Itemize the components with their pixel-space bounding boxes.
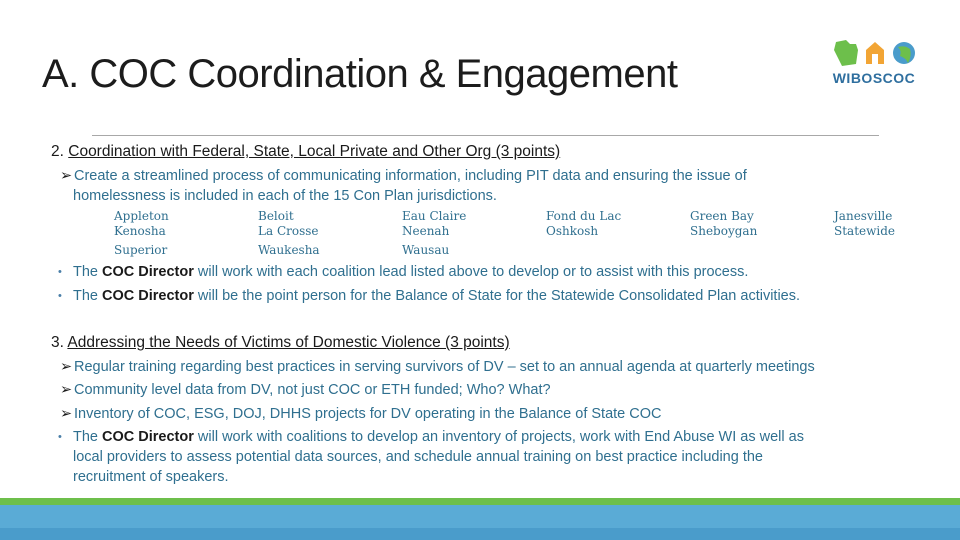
jurisdiction: Green Bay [690,209,754,223]
footer-dark-bar [0,528,960,540]
jurisdiction: Fond du Lac [546,209,622,223]
jurisdiction: Wausau [402,243,450,257]
bullet-prefix: The [73,288,103,304]
section-3-number: 3. [51,334,64,351]
slide-title: A. COC Coordination & Engagement [42,52,678,96]
section-3-arrow-item [60,357,930,377]
bullet-dot-icon: • [58,431,62,443]
bullet-emphasis: COC Director [102,288,194,304]
bullet-emphasis: COC Director [102,429,194,445]
bullet-dot-icon: • [58,266,62,278]
jurisdiction-column [114,209,169,258]
section-3-bullet [58,427,918,487]
wiboscoc-logo [828,38,920,94]
bullet-prefix: The [73,429,103,445]
bullet-text: will be the point person for the Balance of State for the Statewide Consolidated Plan activities. [193,288,801,304]
arrow-bullet-icon: ➢ [60,168,73,184]
arrow-item-text: Community level data from DV, not just COC or ETH funded; Who? What? [74,382,551,398]
jurisdiction-column [258,209,320,258]
logo-mark-icon [832,38,918,68]
arrow-bullet-icon: ➢ [60,382,73,398]
jurisdiction-column [834,209,895,239]
section-2-arrow-item [60,166,930,206]
jurisdiction: Superior [114,243,168,257]
section-2-heading-text: Coordination with Federal, State, Local Private and Other Org (3 points) [68,143,561,160]
jurisdiction: Oshkosh [546,224,599,238]
arrow-item-text: Regular training regarding best practices in serving survivors of DV – set to an annual agenda at quarterly meetings [74,359,815,375]
jurisdiction: Kenosha [114,224,166,238]
bullet-text-line-3: recruitment of speakers. [73,469,229,485]
section-3-heading-text: Addressing the Needs of Victims of Domestic Violence (3 points) [67,334,510,351]
bullet-prefix: The [73,264,103,280]
arrow-bullet-icon: ➢ [60,359,73,375]
footer-green-bar [0,498,960,505]
section-2-bullet [58,262,918,282]
logo-text: WIBOSCOC [832,70,916,86]
jurisdiction-column [690,209,757,239]
arrow-item-line-2: homelessness is included in each of the 15 Con Plan jurisdictions. [73,188,497,204]
section-2-bullet [58,286,918,306]
jurisdiction: Neenah [402,224,450,238]
bullet-dot-icon: • [58,290,62,302]
arrow-bullet-icon: ➢ [60,406,73,422]
jurisdiction: Appleton [114,209,169,223]
section-2-heading [51,143,560,161]
jurisdiction: Beloit [258,209,294,223]
bullet-text-line-2: local providers to assess potential data sources, and schedule annual training on best practice including the [73,449,763,465]
section-3-arrow-item [60,404,930,424]
jurisdiction: Waukesha [258,243,320,257]
jurisdiction: Eau Claire [402,209,467,223]
jurisdiction: Statewide [834,224,896,238]
bullet-emphasis: COC Director [102,264,194,280]
bullet-text: will work with each coalition lead listed above to develop or to assist with this process. [193,264,749,280]
section-3-arrow-item [60,380,930,400]
bullet-text: will work with coalitions to develop an inventory of projects, work with End Abuse WI as well as [193,429,804,445]
jurisdiction-column [402,209,466,258]
arrow-item-line-1: Create a streamlined process of communicating information, including PIT data and ensuring the issue of [74,168,747,184]
jurisdiction: La Crosse [258,224,319,238]
arrow-item-text: Inventory of COC, ESG, DOJ, DHHS projects for DV operating in the Balance of State COC [74,406,662,422]
title-divider [92,135,879,136]
jurisdiction-column [546,209,621,239]
jurisdiction: Janesville [834,209,893,223]
section-3-heading [51,334,510,352]
section-2-number: 2. [51,143,64,160]
jurisdiction: Sheboygan [690,224,758,238]
